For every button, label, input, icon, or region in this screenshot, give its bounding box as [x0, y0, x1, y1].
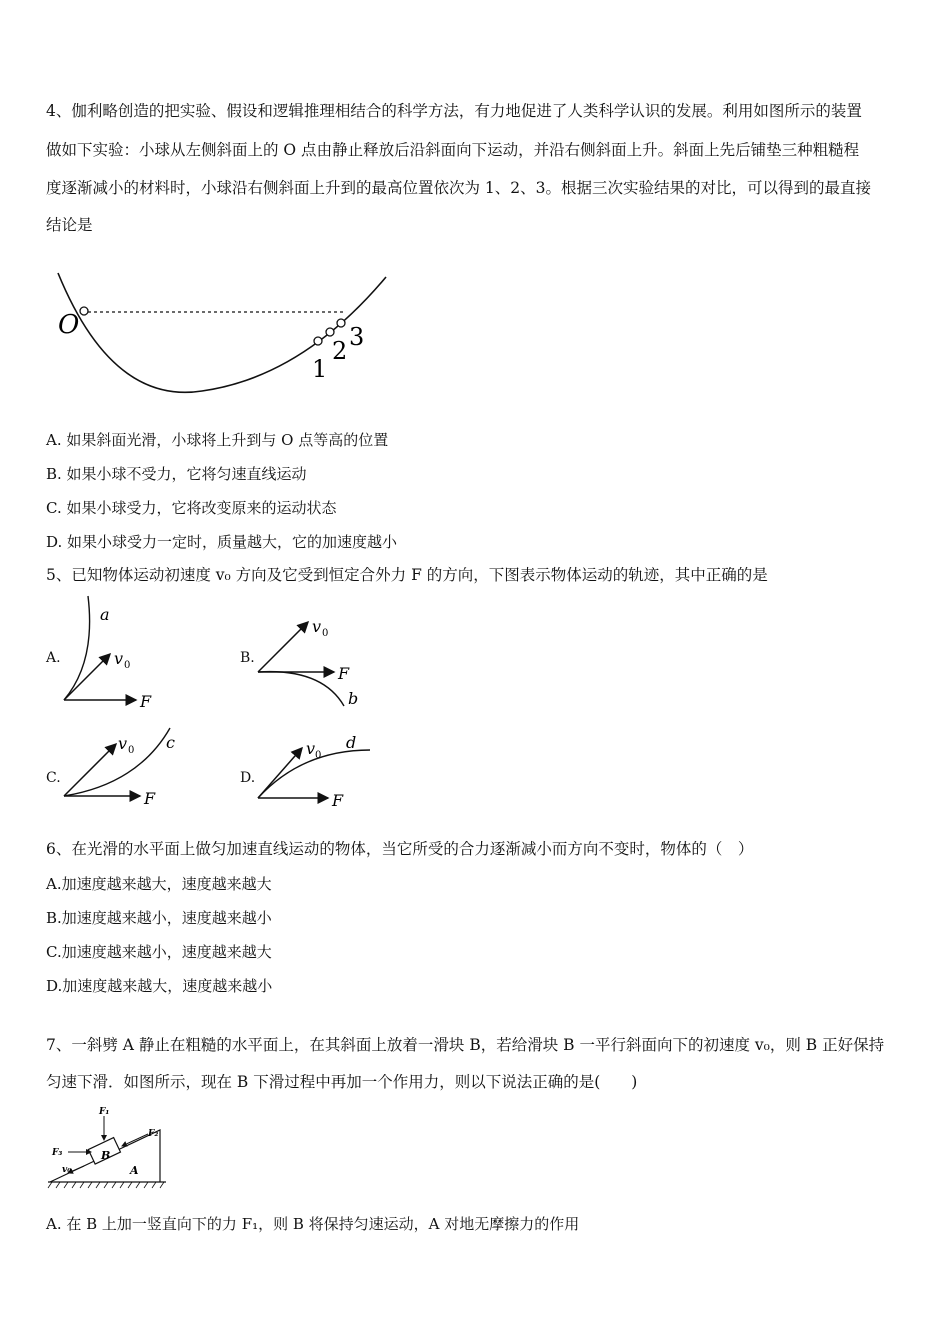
q5-stem: 5、已知物体运动初速度 v₀ 方向及它受到恒定合外力 F 的方向，下图表示物体运动的轨迹，其中正确的是 — [46, 566, 768, 584]
q7-option-a: A. 在 B 上加一竖直向下的力 F₁，则 B 将保持匀速运动，A 对地无摩擦力的作用 — [46, 1215, 580, 1233]
q4-option-b: B. 如果小球不受力，它将匀速直线运动 — [46, 465, 307, 483]
svg-text:v: v — [306, 739, 316, 758]
svg-text:A: A — [130, 1164, 139, 1177]
svg-text:v: v — [312, 617, 322, 636]
svg-text:b: b — [348, 689, 359, 708]
svg-text:0: 0 — [322, 628, 329, 639]
label-1: 1 — [312, 355, 328, 383]
svg-text:F: F — [144, 789, 156, 808]
q4-option-a: A. 如果斜面光滑，小球将上升到与 O 点等高的位置 — [46, 431, 389, 449]
q6-stem: 6、在光滑的水平面上做匀加速直线运动的物体，当它所受的合力逐渐减小而方向不变时，物体的（ ） — [46, 840, 754, 858]
q4-figure-track — [52, 265, 402, 400]
q4-stem-line-3: 度逐渐减小的材料时，小球沿右侧斜面上升到的最高位置依次为 1、2、3。根据三次实验结果的对比，可以得到的最直接 — [46, 179, 872, 197]
q4-option-d: D. 如果小球受力一定时，质量越大，它的加速度越小 — [46, 533, 398, 551]
ball-pos-3 — [337, 319, 345, 327]
q6-option-c: C.加速度越来越小，速度越来越大 — [46, 943, 272, 961]
q7-stem-line-1: 7、一斜劈 A 静止在粗糙的水平面上，在其斜面上放着一滑块 B，若给滑块 B 一平行斜面向下的初速度 v₀，则 B 正好保持 — [46, 1036, 885, 1054]
q4-option-c: C. 如果小球受力，它将改变原来的运动状态 — [46, 499, 337, 517]
label-3: 3 — [349, 323, 365, 351]
svg-text:v: v — [118, 734, 128, 753]
q4-stem-line-2: 做如下实验：小球从左侧斜面上的 O 点由静止释放后沿斜面向下运动，并沿右侧斜面上升。斜面上先后铺垫三种粗糙程 — [46, 141, 860, 159]
svg-text:F₂: F₂ — [148, 1129, 159, 1139]
ball-at-O — [80, 307, 88, 315]
label-O: O — [58, 310, 80, 340]
q5-figure-c — [58, 724, 188, 814]
svg-text:v₀: v₀ — [62, 1165, 72, 1175]
q7-figure-wedge — [44, 1102, 174, 1192]
q4-stem-line-1: 4、伽利略创造的把实验、假设和逻辑推理相结合的科学方法，有力地促进了人类科学认识的发展。利用如图所示的装置 — [46, 102, 862, 120]
svg-text:0: 0 — [124, 660, 131, 671]
q6-option-d: D.加速度越来越大，速度越来越小 — [46, 977, 273, 995]
q4-stem-line-4: 结论是 — [46, 216, 93, 234]
svg-text:d: d — [346, 733, 357, 752]
track-curve — [58, 273, 386, 392]
q5-fig-a-label: A. — [46, 650, 61, 666]
q5-figure-a — [58, 592, 168, 712]
label-2: 2 — [332, 337, 348, 365]
svg-text:F: F — [140, 692, 152, 711]
ball-pos-1 — [314, 337, 322, 345]
svg-text:0: 0 — [128, 745, 135, 756]
ball-pos-2 — [326, 328, 334, 336]
svg-text:F₁: F₁ — [99, 1107, 110, 1117]
svg-text:B: B — [101, 1149, 111, 1162]
svg-text:c: c — [166, 733, 175, 752]
svg-text:v: v — [114, 649, 124, 668]
svg-text:0: 0 — [315, 750, 322, 761]
q6-option-a: A.加速度越来越大，速度越来越大 — [46, 875, 272, 893]
q5-fig-c-label: C. — [46, 770, 61, 786]
svg-text:F: F — [332, 791, 344, 810]
q6-option-b: B.加速度越来越小，速度越来越小 — [46, 909, 272, 927]
q7-stem-line-2: 匀速下滑．如图所示，现在 B 下滑过程中再加一个作用力，则以下说法正确的是( ) — [46, 1073, 638, 1091]
q5-fig-d-label: D. — [240, 770, 256, 786]
q5-figure-b — [252, 612, 372, 712]
svg-text:a: a — [100, 605, 110, 624]
q5-figure-d — [252, 730, 382, 814]
svg-text:F: F — [338, 664, 350, 683]
svg-text:F₃: F₃ — [52, 1148, 63, 1158]
q5-fig-b-label: B. — [240, 650, 255, 666]
